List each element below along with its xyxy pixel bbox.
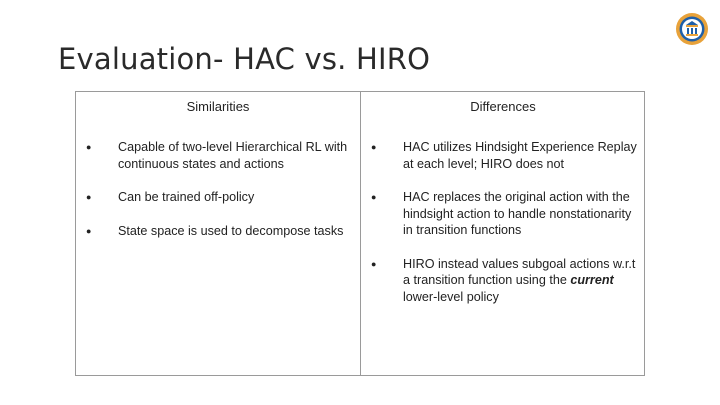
bullet-icon: ● (86, 225, 92, 236)
list-item-text (403, 257, 635, 304)
similarities-column (76, 92, 360, 375)
list-item-text: HAC utilizes Hindsight Experience Replay at each level; HIRO does not (403, 140, 637, 171)
differences-header: Differences (470, 99, 536, 114)
list-item (76, 223, 360, 240)
slide-title: Evaluation- HAC vs. HIRO (58, 42, 431, 76)
list-item-text: State space is used to decompose tasks (118, 223, 344, 238)
list-item (361, 256, 645, 306)
list-item (76, 189, 360, 206)
bullet-icon: ● (86, 142, 92, 152)
differences-list (361, 139, 645, 305)
similarities-header: Similarities (186, 99, 250, 114)
list-item (76, 139, 360, 172)
list-item-text-before: HIRO instead values subgoal actions w.r.t a transition function using the (403, 256, 636, 287)
list-item (361, 139, 645, 172)
differences-column (361, 92, 645, 375)
university-seal-icon (675, 12, 709, 46)
emphasis-text: current (570, 273, 614, 287)
list-item-text: Capable of two-level Hierarchical RL with continuous states and actions (118, 140, 348, 171)
list-item (361, 189, 645, 239)
list-item-text: Can be trained off-policy (118, 190, 255, 204)
bullet-icon: ● (86, 192, 92, 202)
bullet-icon: ● (371, 192, 377, 202)
similarities-list (76, 139, 360, 239)
bullet-icon: ● (371, 258, 377, 269)
list-item-text-after: lower-level policy (403, 289, 499, 304)
list-item-text: HAC replaces the original action with the hindsight action to handle nonstationarity in transition functions (403, 190, 632, 237)
comparison-table (75, 91, 645, 376)
bullet-icon: ● (371, 142, 377, 152)
